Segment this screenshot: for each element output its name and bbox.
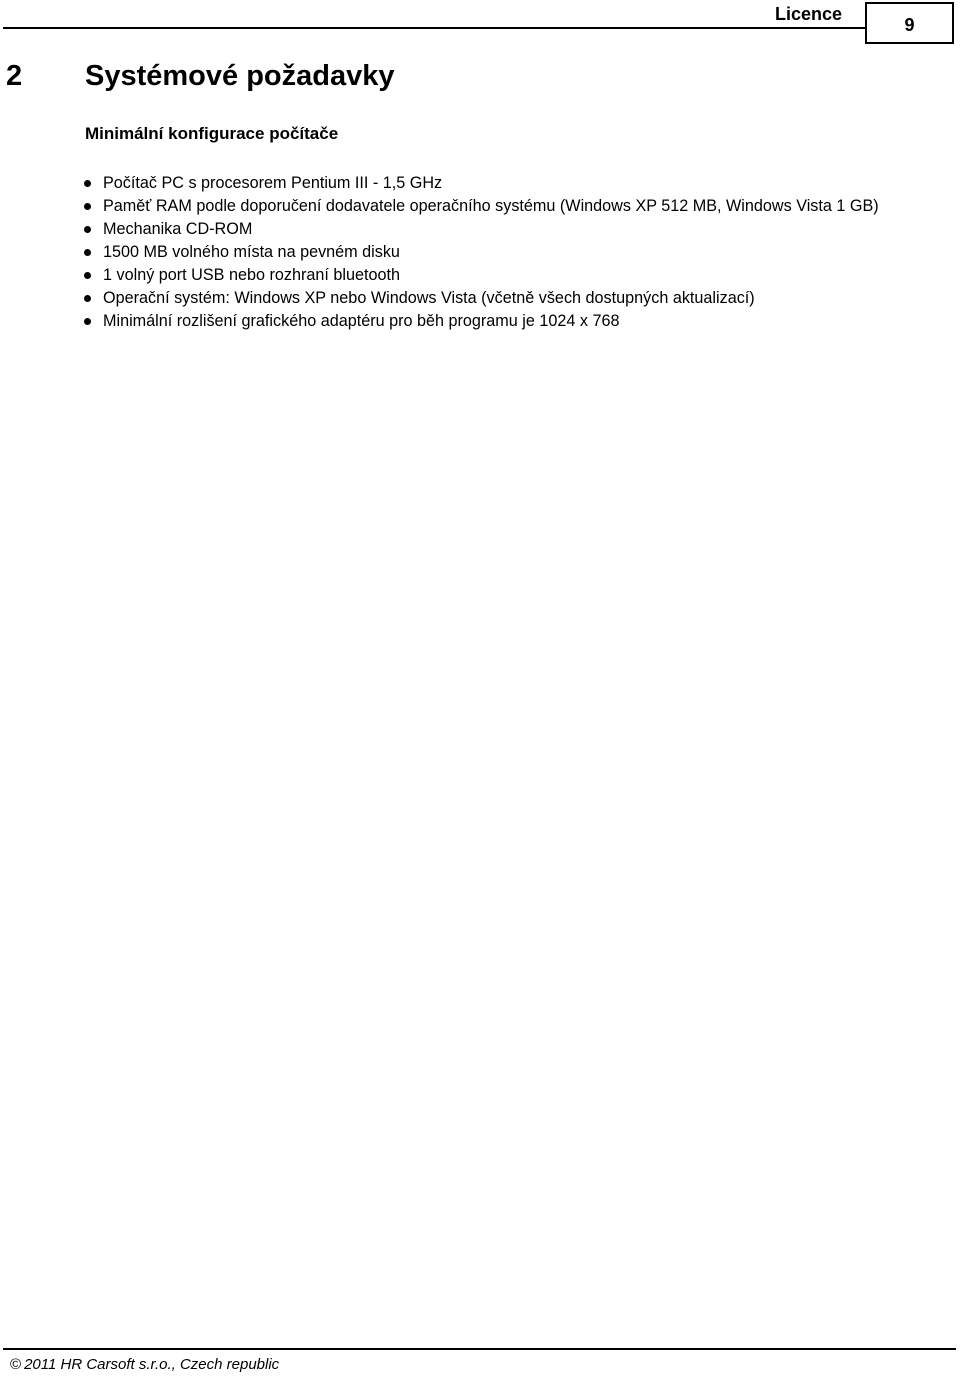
- list-item-text: Operační systém: Windows XP nebo Windows Vista (včetně všech dostupných aktualizací): [103, 289, 755, 307]
- list-item-text: 1 volný port USB nebo rozhraní bluetooth: [103, 266, 400, 284]
- page-number-box: [865, 2, 954, 44]
- list-item: [84, 264, 954, 287]
- bullet-icon: [84, 180, 91, 187]
- list-item: [84, 172, 954, 195]
- chapter-heading: [6, 60, 394, 93]
- list-item: [84, 287, 954, 310]
- list-item: [84, 310, 954, 333]
- bullet-icon: [84, 318, 91, 325]
- list-item-text: Mechanika CD-ROM: [103, 220, 253, 238]
- footer-rule: [3, 1348, 956, 1350]
- chapter-number: 2: [6, 60, 23, 92]
- list-item: [84, 218, 954, 241]
- list-item: [84, 241, 954, 264]
- list-item-text: Paměť RAM podle doporučení dodavatele operačního systému (Windows XP 512 MB, Windows Vista 1 GB): [103, 197, 879, 215]
- bullet-icon: [84, 203, 91, 210]
- section-subheading: Minimální konfigurace počítače: [85, 124, 339, 143]
- bullet-icon: [84, 272, 91, 279]
- chapter-title: Systémové požadavky: [85, 60, 395, 92]
- bullet-icon: [84, 249, 91, 256]
- header-section-title: Licence: [775, 4, 843, 24]
- header-rule: [3, 27, 865, 29]
- list-item: [84, 195, 954, 218]
- list-item-text: 1500 MB volného místa na pevném disku: [103, 243, 400, 261]
- footer-copyright-text: 2011 HR Carsoft s.r.o., Czech republic: [24, 1356, 280, 1373]
- list-item-text: Minimální rozlišení grafického adaptéru pro běh programu je 1024 x 768: [103, 312, 620, 330]
- copyright-icon: ©: [10, 1356, 22, 1373]
- list-item-text: Počítač PC s procesorem Pentium III - 1,5 GHz: [103, 174, 443, 192]
- requirements-list: [84, 172, 954, 333]
- page-number: 9: [904, 15, 915, 35]
- footer: [10, 1356, 279, 1373]
- bullet-icon: [84, 295, 91, 302]
- bullet-icon: [84, 226, 91, 233]
